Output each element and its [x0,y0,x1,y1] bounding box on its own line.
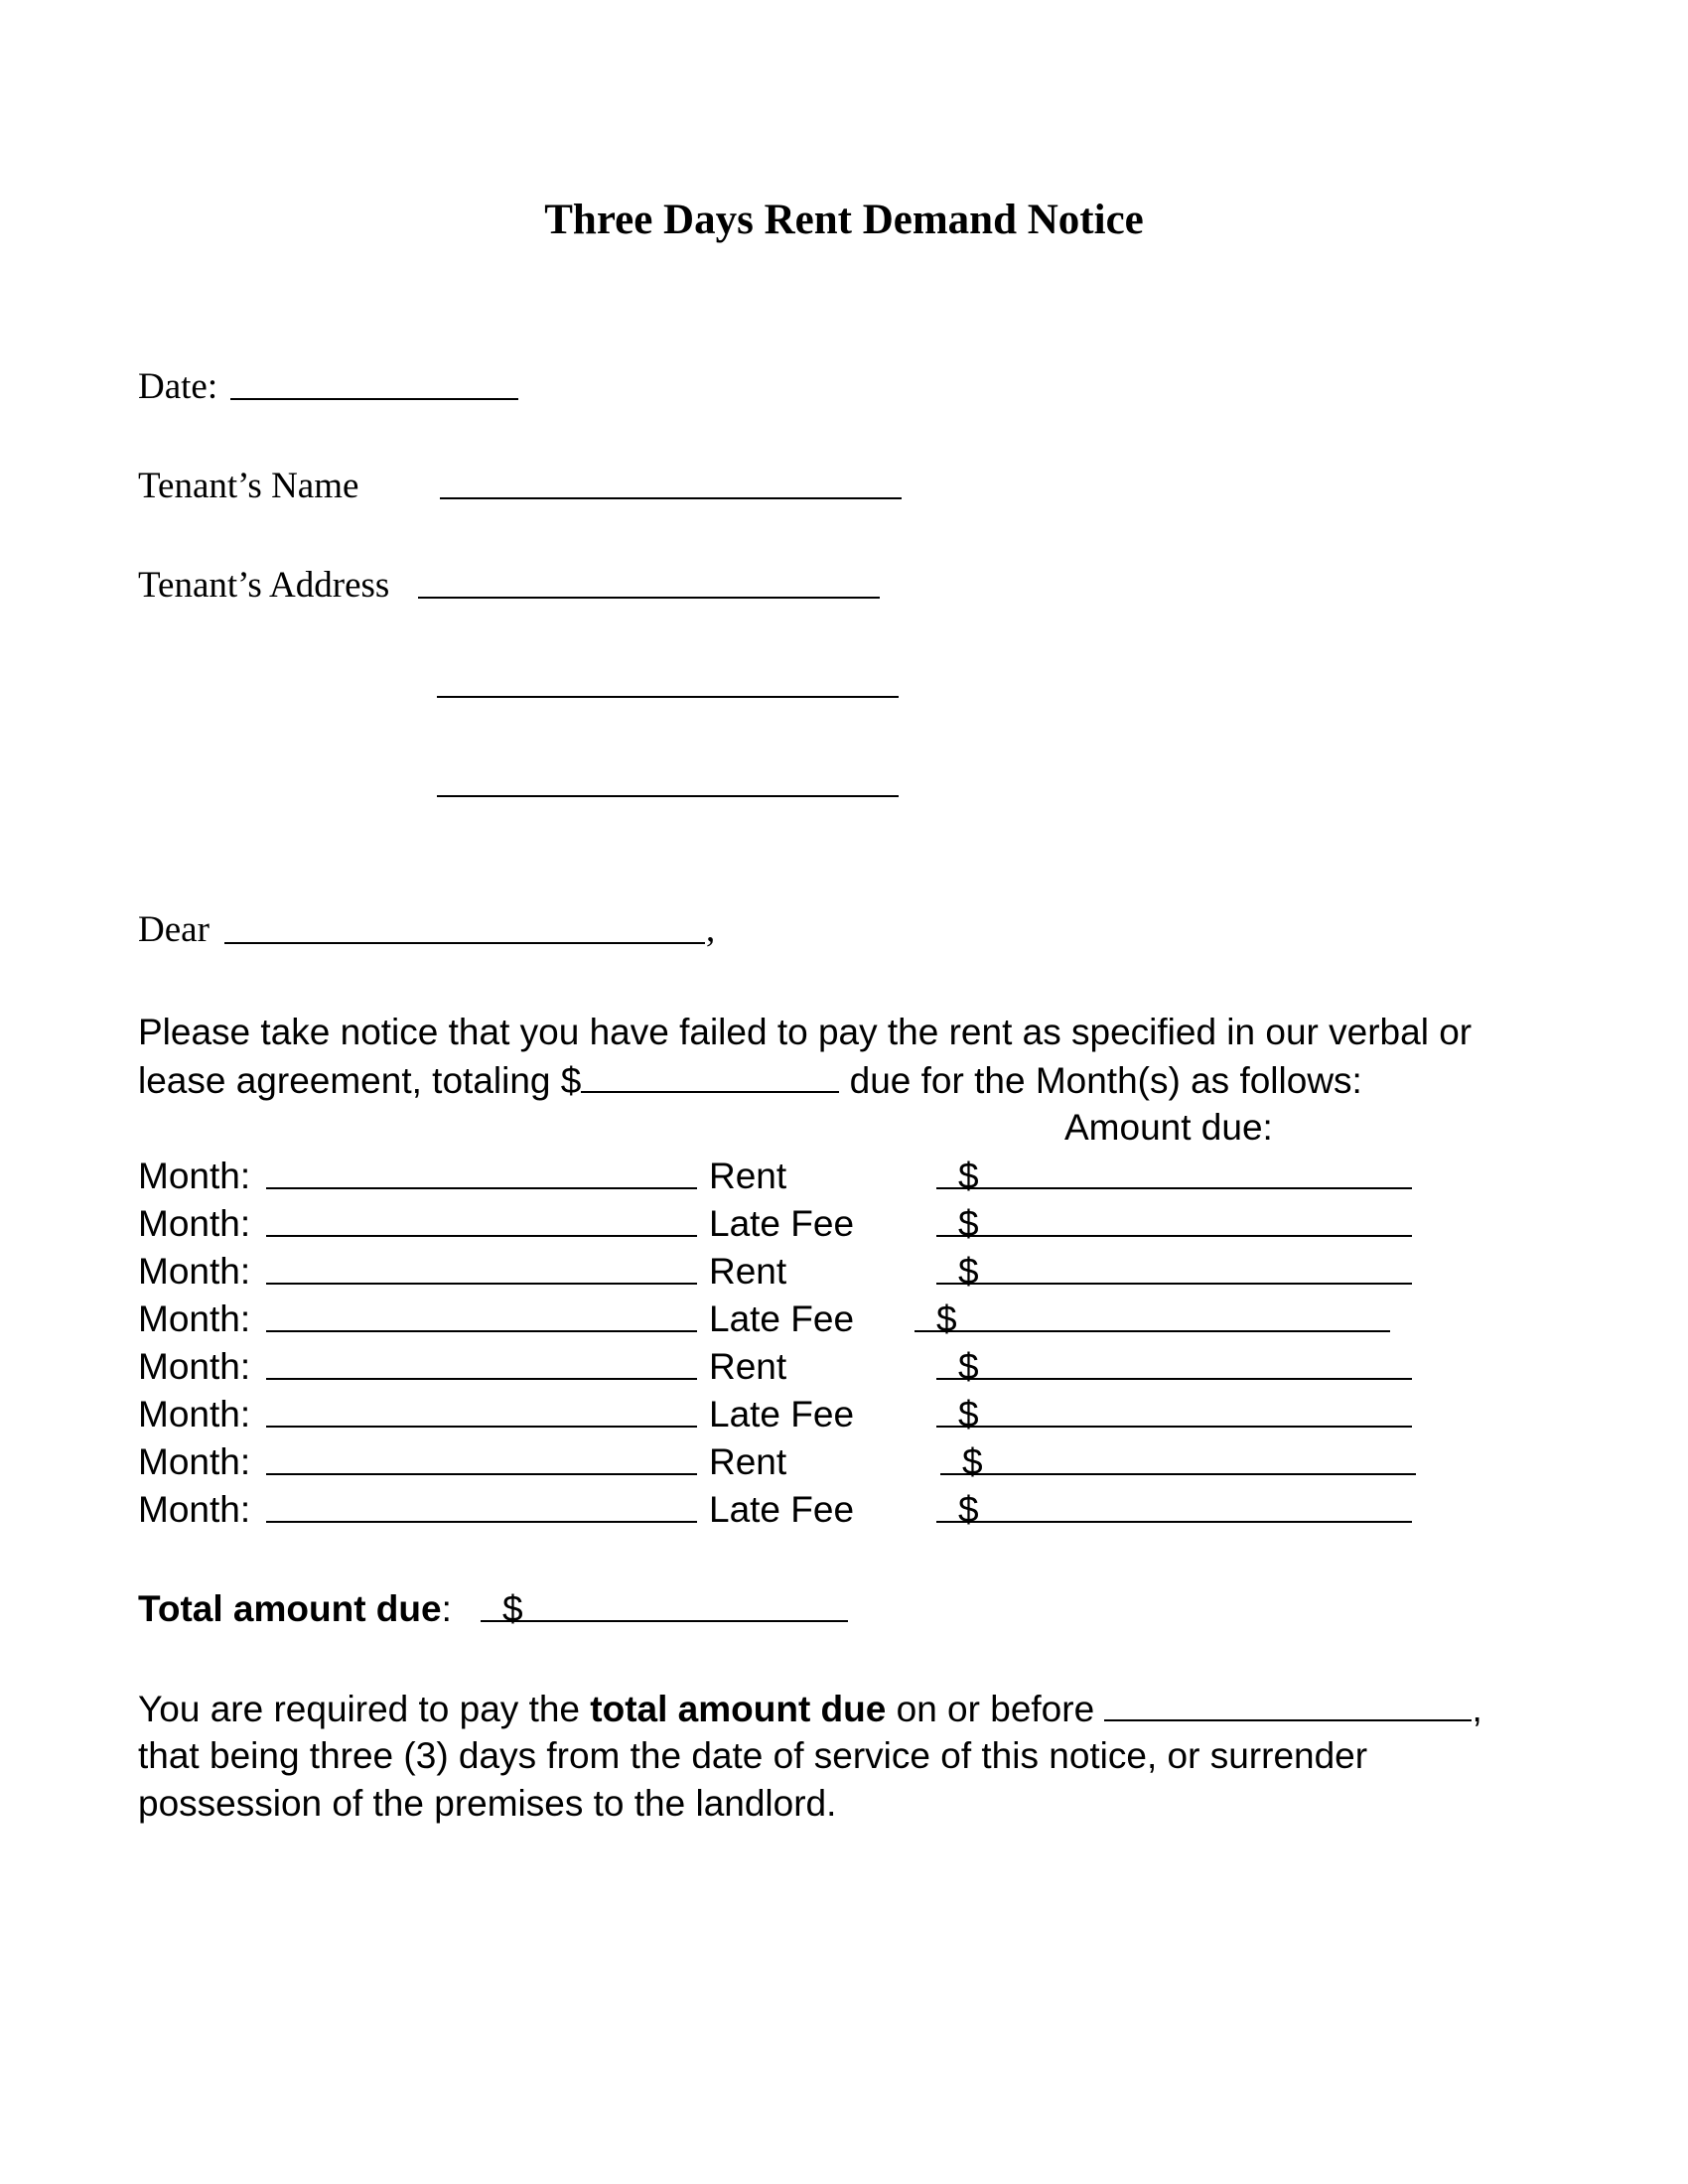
amount-field[interactable] [936,1283,1412,1285]
currency-symbol: $ [958,1489,979,1530]
tenant-name-label: Tenant’s Name [138,466,359,506]
charge-type-label: Rent [709,1441,787,1482]
month-label: Month: [138,1441,251,1482]
tenant-address-field-line-2[interactable] [437,696,899,698]
amount-field[interactable] [936,1426,1412,1428]
amount-field[interactable] [936,1378,1412,1380]
month-field[interactable] [266,1330,697,1332]
requirement-text-before: You are required to pay the [138,1689,591,1729]
amount-field[interactable] [940,1473,1416,1475]
currency-symbol: $ [958,1203,979,1244]
total-amount-field[interactable] [481,1620,848,1622]
month-field[interactable] [266,1235,697,1237]
month-field[interactable] [266,1283,697,1285]
month-label: Month: [138,1203,251,1244]
requirement-paragraph-line-2: that being three (3) days from the date of service of this notice, or surrender [138,1735,1368,1776]
tenant-address-field-line-3[interactable] [437,795,899,797]
total-amount-label-group [138,1590,452,1627]
salutation-label: Dear [138,909,210,950]
charge-type-label: Rent [709,1156,787,1196]
requirement-text-bold: total amount due [590,1689,887,1729]
month-label: Month: [138,1251,251,1292]
month-label: Month: [138,1156,251,1196]
currency-symbol: $ [962,1441,983,1482]
requirement-text-end: , [1472,1689,1482,1729]
amount-due-header: Amount due: [1064,1107,1273,1148]
month-label: Month: [138,1346,251,1387]
month-field[interactable] [266,1426,697,1428]
charge-type-label: Rent [709,1346,787,1387]
amount-field[interactable] [936,1521,1412,1523]
total-amount-blank[interactable] [581,1061,839,1093]
month-label: Month: [138,1298,251,1339]
requirement-paragraph-line-1 [138,1690,1482,1727]
total-currency-symbol: $ [502,1588,523,1629]
amount-field[interactable] [914,1330,1390,1332]
charge-type-label: Late Fee [709,1298,855,1339]
amount-field[interactable] [936,1235,1412,1237]
document-title: Three Days Rent Demand Notice [544,197,1144,243]
month-field[interactable] [266,1521,697,1523]
date-label: Date: [138,366,218,407]
requirement-paragraph-line-3: possession of the premises to the landlord. [138,1783,837,1824]
month-label: Month: [138,1394,251,1434]
currency-symbol: $ [958,1251,979,1292]
amount-field[interactable] [936,1187,1412,1189]
notice-paragraph-line-2 [138,1061,1362,1099]
notice-line-2-text-before: lease agreement, totaling $ [138,1060,582,1101]
currency-symbol: $ [958,1346,979,1387]
charge-type-label: Late Fee [709,1394,855,1434]
currency-symbol: $ [958,1394,979,1434]
tenant-address-field-line-1[interactable] [418,597,880,599]
due-date-blank[interactable] [1104,1690,1472,1721]
tenant-address-label: Tenant’s Address [138,565,390,606]
currency-symbol: $ [936,1298,957,1339]
month-label: Month: [138,1489,251,1530]
currency-symbol: $ [958,1156,979,1196]
notice-paragraph-line-1: Please take notice that you have failed to pay the rent as specified in our verbal or [138,1012,1473,1052]
charge-type-label: Rent [709,1251,787,1292]
charge-type-label: Late Fee [709,1489,855,1530]
total-amount-colon: : [441,1588,452,1629]
salutation-comma: , [706,909,716,950]
charge-type-label: Late Fee [709,1203,855,1244]
requirement-text-after: on or before [886,1689,1105,1729]
tenant-name-field[interactable] [440,497,902,499]
month-field[interactable] [266,1473,697,1475]
date-field[interactable] [230,398,518,400]
notice-line-2-text-after: due for the Month(s) as follows: [839,1060,1362,1101]
month-field[interactable] [266,1187,697,1189]
salutation-name-field[interactable] [224,942,705,944]
total-amount-label: Total amount due [138,1588,442,1629]
month-field[interactable] [266,1378,697,1380]
